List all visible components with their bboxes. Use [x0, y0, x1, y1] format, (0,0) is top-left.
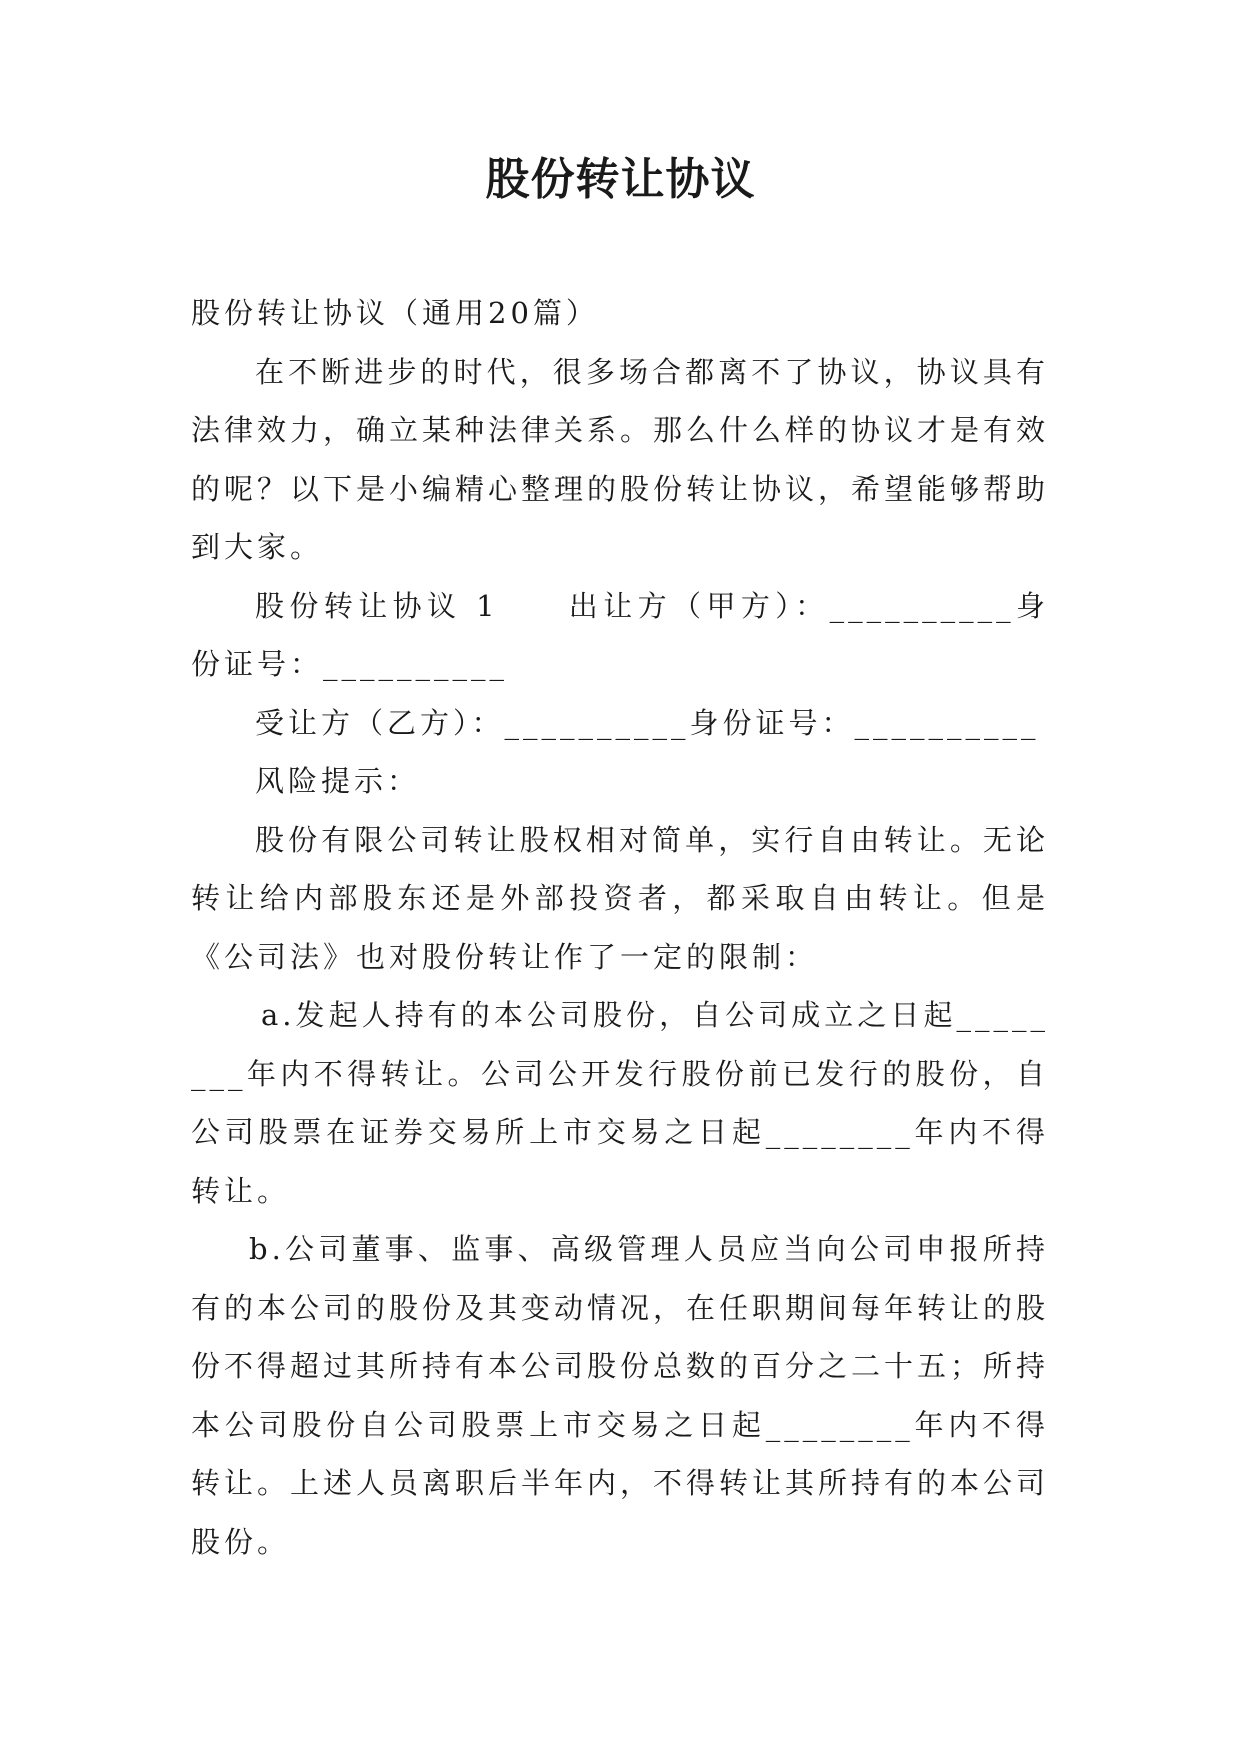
- transferor-line: 股份转让协议 1 出让方（甲方）：__________身份证号：__________: [191, 588, 1049, 681]
- risk-paragraph: 股份有限公司转让股权相对简单，实行自由转让。无论转让给内部股东还是外部投资者，都采取自由转让。但是《公司法》也对股份转让作了一定的限制：: [191, 822, 1049, 974]
- document-subtitle: 股份转让协议（通用20篇）: [191, 296, 599, 330]
- risk-heading: 风险提示：: [255, 764, 421, 798]
- transferee-line: 受让方（乙方）：__________身份证号：__________: [255, 705, 1040, 740]
- clause-a: a.发起人持有的本公司股份，自公司成立之日起________年内不得转让。公司公开发行股份前已发行的股份，自公司股票在证券交易所上市交易之日起________年内不得转让。: [191, 998, 1049, 1208]
- intro-paragraph: 在不断进步的时代，很多场合都离不了协议，协议具有法律效力，确立某种法律关系。那么什么样的协议才是有效的呢？以下是小编精心整理的股份转让协议，希望能够帮助到大家。: [191, 354, 1050, 564]
- document-title: 股份转让协议: [485, 154, 756, 205]
- document-body: [191, 284, 1049, 1571]
- clause-b: b.公司董事、监事、高级管理人员应当向公司申报所持有的本公司的股份及其变动情况，在任职期间每年转让的股份不得超过其所持有本公司股份总数的百分之二十五；所持本公司股份自公司股票上市交易之日起________年内不得转让。上述人员离职后半年内，不得转让其所持有的本公司股份。: [191, 1232, 1050, 1559]
